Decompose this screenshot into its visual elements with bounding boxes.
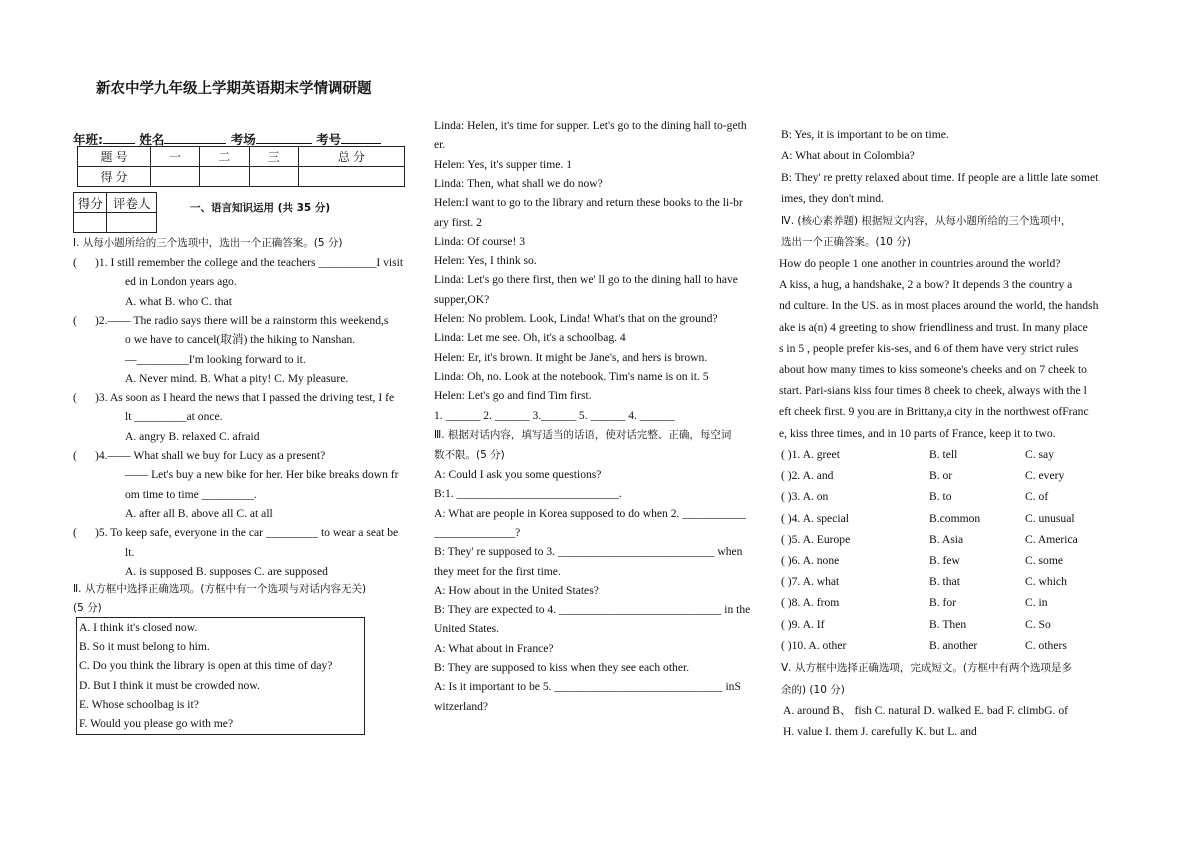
part5-title-2: 余的) (10 分) (781, 684, 845, 696)
question-text: )4.—— What shall we buy for Lucy as a present? (95, 449, 326, 462)
passage-line: eft cheek first. 9 you are in Brittany,a city in the northwest ofFranc (779, 405, 1089, 419)
choice-b[interactable]: B. Then (929, 617, 967, 631)
answer-blanks-line: 1. ______ 2. ______ 3.______ 5. ______ 4. ______ (434, 408, 675, 422)
dialogue-line: witzerland? (434, 699, 489, 713)
dialogue-line: Helen: Yes, I think so. (434, 254, 537, 268)
dialogue-line: Helen: Er, it's brown. It might be Jane's, and hers is brown. (434, 350, 708, 364)
option-item: A. I think it's closed now. (79, 621, 198, 634)
passage-line: nd culture. In the US. as in most places around the world, the handsh (779, 299, 1099, 313)
passage-line: How do people 1 one another in countries around the world? (779, 257, 1061, 270)
choice-c[interactable]: C. say (1025, 448, 1054, 461)
part5-options-line1: A. around B、 fish C. natural D. walked E. bad F. climbG. of (783, 704, 1069, 717)
choice-c[interactable]: C. others (1025, 638, 1067, 652)
dialogue-line: Helen: No problem. Look, Linda! What's that on the ground? (434, 312, 718, 325)
dialogue-line: B:1. ____________________________. (434, 487, 622, 501)
dialogue-line: imes, they don't mind. (781, 191, 884, 205)
question-text: ed in London years ago. (125, 275, 237, 289)
dialogue-line: ______________? (434, 525, 521, 539)
option-item: E. Whose schoolbag is it? (79, 697, 199, 711)
answer-bracket[interactable]: ( (73, 313, 77, 327)
choice-b[interactable]: B. for (929, 596, 957, 610)
grader-name-cell[interactable] (107, 213, 157, 233)
answer-bracket[interactable]: ( (73, 391, 77, 405)
choice-c[interactable]: C. which (1025, 575, 1067, 589)
passage-line: start. Pari-sians kiss four times 8 cheek to cheek, always with the l (779, 384, 1087, 398)
part5-options-line2: H. value I. them J. carefully K. but L. and (783, 725, 977, 738)
question-text: A. after all B. above all C. at all (125, 506, 273, 520)
choice-c[interactable]: C. in (1025, 596, 1048, 610)
name-label: 姓名 (139, 132, 165, 147)
question-text: A. Never mind. B. What a pity! C. My pleasure. (125, 371, 349, 385)
question-text: lt _________at once. (125, 410, 223, 424)
grader-score-cell[interactable] (74, 213, 107, 233)
passage-line: s in 5 , people prefer kis-ses, and 6 of them have very strict rules (779, 341, 1079, 355)
choice-c[interactable]: C. So (1025, 617, 1051, 631)
choice-b[interactable]: B. to (929, 490, 952, 504)
part5-title: Ⅴ. 从方框中选择正确选项，完成短文。(方框中有两个选项是多 (781, 662, 1072, 674)
choice-b[interactable]: B.common (929, 511, 981, 525)
question-text: )5. To keep safe, everyone in the car _________ to wear a seat be (95, 526, 399, 540)
score-row-label: 得 分 (78, 167, 151, 187)
question-text: A. is supposed B. supposes C. are supposed (125, 564, 328, 578)
choice-c[interactable]: C. some (1025, 554, 1064, 567)
question-text: —_________I'm looking forward to it. (125, 352, 306, 366)
question-text: o we have to cancel(取消) the hiking to Nanshan. (125, 333, 356, 347)
choice-c[interactable]: C. unusual (1025, 511, 1075, 525)
part4-title: Ⅳ. (核心素养题) 根据短文内容，从每小题所给的三个选项中， (781, 215, 1072, 227)
choice-a[interactable]: ( )5. A. Europe (781, 532, 851, 546)
passage-line: A kiss, a hug, a handshake, 2 a bow? It depends 3 the country a (779, 278, 1073, 292)
choice-c[interactable]: C. of (1025, 490, 1049, 504)
dialogue-line: er. (434, 138, 446, 152)
dialogue-line: A: What about in Colombia? (781, 149, 915, 163)
grader-name-label: 评卷人 (107, 193, 157, 213)
score-table-header: 题 号 (78, 147, 151, 167)
choice-a[interactable]: ( )7. A. what (781, 575, 840, 589)
dialogue-line: B: They are expected to 4. ____________________________ in the (434, 603, 751, 617)
choice-a[interactable]: ( )1. A. greet (781, 448, 840, 461)
class-label: 年班: (73, 132, 103, 147)
question-text: )3. As soon as I heard the news that I passed the driving test, I fe (95, 391, 395, 405)
score-table-header: 二 (200, 147, 249, 167)
part2-title: Ⅱ. 从方框中选择正确选项。(方框中有一个选项与对话内容无关) (73, 583, 367, 595)
score-cell[interactable] (200, 167, 249, 187)
choice-a[interactable]: ( )9. A. If (781, 617, 825, 631)
score-table-header: 总 分 (298, 147, 404, 167)
dialogue-line: Linda: Then, what shall we do now? (434, 176, 603, 190)
score-table (77, 146, 405, 187)
choice-a[interactable]: ( )10. A. other (781, 638, 847, 652)
choice-a[interactable]: ( )8. A. from (781, 596, 840, 610)
dialogue-line: Helen:I want to go to the library and return these books to the li-br (434, 196, 743, 210)
choice-c[interactable]: C. every (1025, 469, 1065, 483)
dialogue-line: B: They' re pretty relaxed about time. If people are a little late somet (781, 170, 1099, 184)
dialogue-line: Helen: Yes, it's supper time. 1 (434, 157, 572, 171)
dialogue-line: B: They are supposed to kiss when they see each other. (434, 661, 690, 674)
dialogue-line: United States. (434, 622, 500, 636)
dialogue-line: A: What about in France? (434, 641, 554, 655)
score-cell[interactable] (151, 167, 200, 187)
question-text: —— Let's buy a new bike for her. Her bike breaks down fr (125, 468, 399, 482)
dialogue-line: A: What are people in Korea supposed to do when 2. ___________ (434, 506, 747, 520)
choice-b[interactable]: B. few (929, 554, 960, 567)
option-item: B. So it must belong to him. (79, 640, 210, 654)
part1-title: Ⅰ. 从每小题所给的三个选项中，选出一个正确答案。(5 分) (73, 237, 343, 249)
choice-c[interactable]: C. America (1025, 532, 1078, 546)
part2-points: (5 分) (73, 602, 102, 614)
grader-score-label: 得分 (74, 193, 107, 213)
exam-room-label: 考场 (230, 132, 256, 147)
choice-b[interactable]: B. tell (929, 448, 958, 461)
passage-line: about how many times to kiss someone's cheeks and on 7 cheek to (779, 363, 1087, 376)
page-title: 新农中学九年级上学期英语期末学情调研题 (96, 81, 372, 97)
choice-a[interactable]: ( )4. A. special (781, 511, 849, 525)
section1-title: 一、语言知识运用 (共 35 分) (190, 202, 331, 214)
dialogue-line: Linda: Helen, it's time for supper. Let's go to the dining hall to-geth (434, 119, 747, 132)
dialogue-line: A: Is it important to be 5. _____________________________ inS (434, 680, 741, 694)
part2-options-box (76, 617, 365, 735)
part4-title-2: 选出一个正确答案。(10 分) (781, 236, 911, 248)
answer-bracket[interactable]: ( (73, 526, 77, 540)
exam-number-label: 考号 (316, 132, 342, 147)
question-text: lt. (125, 545, 135, 559)
choice-a[interactable]: ( )2. A. and (781, 469, 834, 483)
passage-line: ake is a(n) 4 greeting to show friendliness and trust. In many place (779, 320, 1088, 334)
choice-b[interactable]: B. that (929, 575, 960, 589)
option-item: F. Would you please go with me? (79, 717, 234, 730)
question-text: A. angry B. relaxed C. afraid (125, 429, 260, 443)
dialogue-line: Linda: Of course! 3 (434, 234, 526, 248)
answer-bracket[interactable]: ( (73, 449, 77, 462)
dialogue-line: B: Yes, it is important to be on time. (781, 128, 949, 141)
dialogue-line: B: They' re supposed to 3. ___________________________ when (434, 545, 743, 559)
choice-b[interactable]: B. Asia (929, 532, 964, 546)
score-table-header: 三 (249, 147, 298, 167)
dialogue-line: Linda: Let me see. Oh, it's a schoolbag. 4 (434, 331, 626, 345)
question-text: A. what B. who C. that (125, 294, 232, 308)
grader-box (73, 192, 157, 233)
option-item: D. But I think it must be crowded now. (79, 678, 260, 692)
dialogue-line: Helen: Let's go and find Tim first. (434, 389, 592, 403)
answer-bracket[interactable]: ( (73, 256, 77, 269)
dialogue-line: they meet for the first time. (434, 564, 561, 578)
passage-line: e, kiss three times, and in 10 parts of France, keep it to two. (779, 426, 1056, 440)
choice-b[interactable]: B. or (929, 469, 953, 483)
score-table-header: 一 (151, 147, 200, 167)
dialogue-line: A: Could I ask you some questions? (434, 468, 602, 481)
dialogue-line: Linda: Oh, no. Look at the notebook. Tim's name is on it. 5 (434, 369, 709, 383)
choice-b[interactable]: B. another (929, 638, 978, 652)
part3-title-2: 数不限。(5 分) (434, 449, 505, 461)
student-info-line (73, 131, 381, 147)
part3-title: Ⅲ. 根据对话内容，填写适当的话语，使对话完整、正确，每空词 (434, 429, 732, 441)
dialogue-line: Linda: Let's go there first, then we' ll go to the dining hall to have (434, 273, 738, 287)
option-item: C. Do you think the library is open at this time of day? (79, 659, 333, 673)
dialogue-line: A: How about in the United States? (434, 583, 599, 597)
score-cell[interactable] (298, 167, 404, 187)
question-text: )1. I still remember the college and the teachers __________I visit (95, 256, 404, 269)
choice-a[interactable]: ( )6. A. none (781, 554, 840, 567)
score-cell[interactable] (249, 167, 298, 187)
question-text: )2.—— The radio says there will be a rainstorm this weekend,s (95, 313, 389, 327)
question-text: om time to time _________. (125, 487, 257, 501)
choice-a[interactable]: ( )3. A. on (781, 490, 829, 504)
dialogue-line: supper,OK? (434, 292, 490, 306)
dialogue-line: ary first. 2 (434, 215, 482, 229)
